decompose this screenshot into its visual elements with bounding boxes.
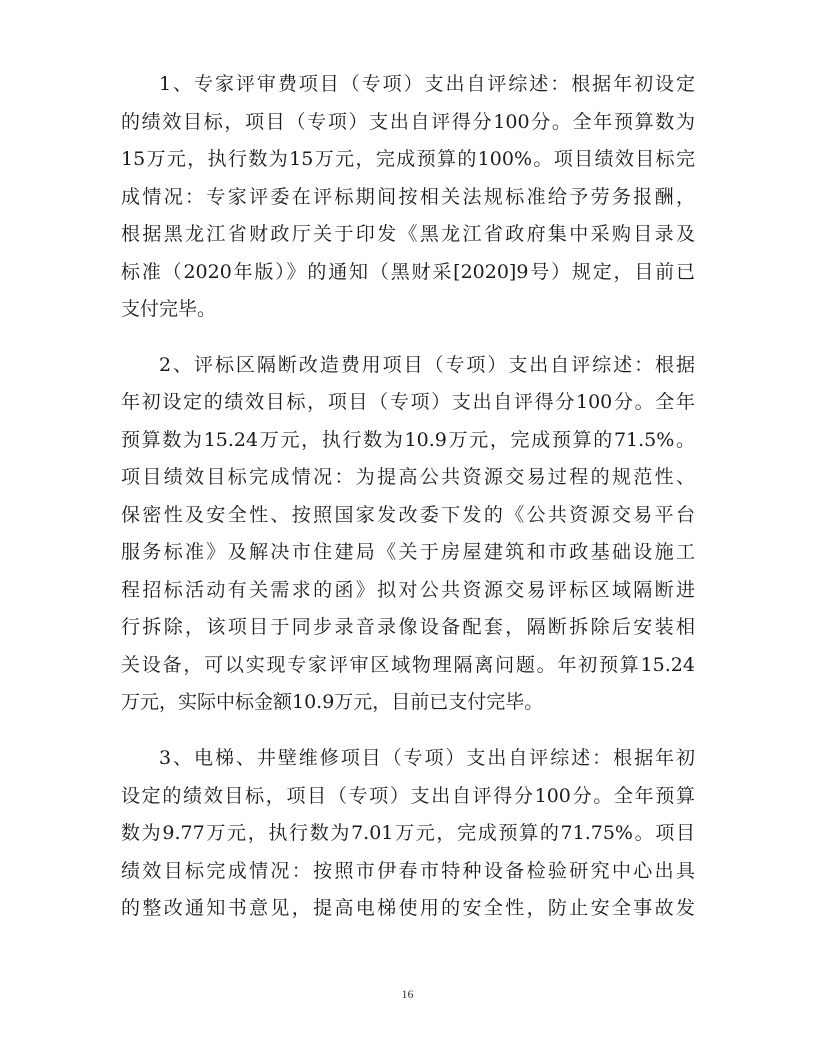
paragraph-2-line-6: 服务标准》及解决市住建局《关于房屋建筑和市政基础设施工 <box>121 541 695 563</box>
paragraph-2-line-4: 项目绩效目标完成情况：为提高公共资源交易过程的规范性、 <box>121 466 695 488</box>
paragraph-1-line-7: 支付完毕。 <box>121 298 217 320</box>
paragraph-2-line-5: 保密性及安全性、按照国家发改委下发的《公共资源交易平台 <box>121 504 695 526</box>
paragraph-2-line-3: 预算数为15.24万元，执行数为10.9万元，完成预算的71.5%。 <box>121 429 695 451</box>
paragraph-1-line-3: 15万元，执行数为15万元，完成预算的100%。项目绩效目标完 <box>121 148 695 170</box>
paragraph-2-line-9: 关设备，可以实现专家评审区域物理隔离问题。年初预算15.24 <box>121 654 695 676</box>
paragraph-3-line-5: 的整改通知书意见，提高电梯使用的安全性，防止安全事故发 <box>121 897 695 919</box>
paragraph-2-line-1: 2、评标区隔断改造费用项目（专项）支出自评综述：根据 <box>159 354 695 376</box>
paragraph-3-line-3: 数为9.77万元，执行数为7.01万元，完成预算的71.75%。项目 <box>121 822 695 844</box>
paragraph-3-line-1: 3、电梯、井壁维修项目（专项）支出自评综述：根据年初 <box>159 747 695 769</box>
paragraph-2-line-7: 程招标活动有关需求的函》拟对公共资源交易评标区域隔断进 <box>121 579 695 601</box>
paragraph-1-line-1: 1、专家评审费项目（专项）支出自评综述：根据年初设定 <box>159 73 695 95</box>
paragraph-1-line-2: 的绩效目标，项目（专项）支出自评得分100分。全年预算数为 <box>121 111 695 133</box>
paragraph-1-line-6: 标准（2020年版）》的通知（黑财采[2020]9号）规定，目前已 <box>121 261 695 283</box>
paragraph-1-line-4: 成情况：专家评委在评标期间按相关法规标准给予劳务报酬， <box>121 186 695 208</box>
paragraph-2-line-2: 年初设定的绩效目标，项目（专项）支出自评得分100分。全年 <box>121 391 695 413</box>
paragraph-2-line-8: 行拆除，该项目于同步录音录像设备配套，隔断拆除后安装相 <box>121 616 695 638</box>
page-number: 16 <box>401 987 414 1001</box>
paragraph-3-line-2: 设定的绩效目标，项目（专项）支出自评得分100分。全年预算 <box>121 785 695 807</box>
paragraph-2-line-10: 万元，实际中标金额10.9万元，目前已支付完毕。 <box>121 691 544 713</box>
paragraph-3-line-4: 绩效目标完成情况：按照市伊春市特种设备检验研究中心出具 <box>121 860 695 882</box>
paragraph-1-line-5: 根据黑龙江省财政厅关于印发《黑龙江省政府集中采购目录及 <box>121 223 695 245</box>
